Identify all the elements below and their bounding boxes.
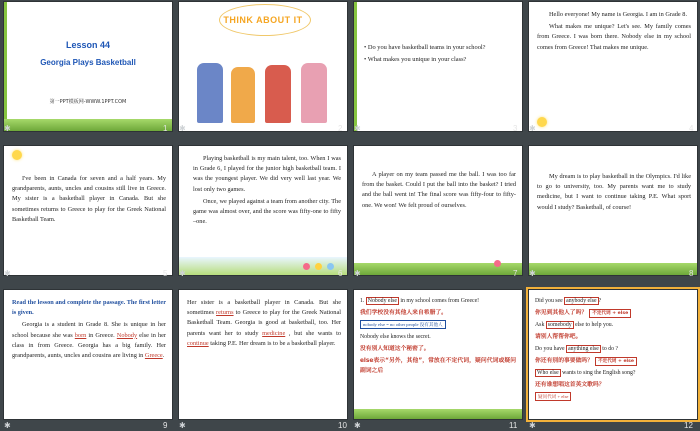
text-run: ? [598, 298, 602, 304]
translation: 请别人帮帮你吧。 [535, 334, 582, 340]
note-box: 不定代词 + else [589, 309, 631, 318]
slide-8[interactable] [528, 145, 698, 276]
transition-star-icon: ✱ [179, 124, 186, 133]
text-run: Georgia is a student in Grade 8. She is unique in her school because she was [12, 321, 166, 339]
paragraph: I've been in Canada for seven and a half years. My grandparents, aunts, uncles and cousins still live in Greece. My sister is a basketball player in Canada. But she sometimes returns to Greece to play for the Greek National Basketball Team. [12, 175, 166, 223]
slide-7[interactable] [353, 145, 523, 276]
answer-blank: born [74, 331, 87, 339]
transition-star-icon: ✱ [179, 269, 186, 278]
note-box: nobody else = no other people 没有其他人 [360, 320, 446, 329]
answer-blank: returns [216, 309, 234, 317]
paragraph: What makes me unique? Let's see. My family comes from Greece. I was born there. Nobody else in my school comes from Greece! That makes me unique. [537, 23, 691, 51]
child-image [197, 63, 223, 123]
slide-text [12, 174, 166, 227]
note-box: 不定代词 + else [595, 357, 637, 366]
answer-blank: continue [187, 339, 209, 347]
question-item: • What makes you unique in your class? [364, 56, 467, 63]
slide-text [12, 298, 166, 363]
transition-star-icon: ✱ [354, 421, 361, 430]
slide-5[interactable] [3, 145, 173, 276]
text-run: 你还有别的事要做吗？ [535, 358, 593, 364]
text-run: taking P.E. Her dream is to be a basketball player. [208, 339, 336, 347]
slide-number: 8 [689, 269, 694, 278]
highlight-box: Who else [537, 370, 559, 376]
slide-text [537, 172, 691, 215]
paragraph: A player on my team passed me the ball. I was too far from the basket. Could I put the ball into the basket? I tried and the ball went in! The final score was fifty-four to fifty-one. We won! We felt proud of ourselves. [362, 171, 516, 209]
child-image [231, 67, 255, 123]
question-item: • Do you have basketball teams in your school? [364, 44, 486, 51]
text-run: , but she wants to [285, 329, 341, 337]
slide-10[interactable] [178, 289, 348, 420]
transition-star-icon: ✱ [4, 269, 11, 278]
text-run: wants to sing the English song? [560, 370, 636, 376]
grass-decor [529, 263, 697, 275]
transition-star-icon: ✱ [529, 269, 536, 278]
instruction-text: Read the lesson and complete the passage. The first letter is given. [12, 299, 166, 317]
bulb-icon [537, 117, 547, 127]
slide-11[interactable] [353, 289, 523, 420]
example-sentence [535, 296, 691, 306]
slide-number: 5 [163, 269, 168, 278]
slide-text [187, 298, 341, 351]
highlight-box: anybody else [566, 298, 597, 304]
text-run: to Greece to play for the Greek National Basketball Team. Georgia is good at basketball, too. Her parents want her to study [187, 309, 341, 337]
think-heading: THINK ABOUT IT [223, 15, 303, 25]
transition-star-icon: ✱ [529, 421, 536, 430]
child-image [265, 65, 291, 123]
transition-star-icon: ✱ [4, 421, 11, 430]
text-run: Her sister is a basketball player in Canada. But she sometimes [187, 299, 341, 317]
example-sentence [535, 344, 691, 354]
text-run: 1. [360, 298, 366, 304]
slide-4[interactable] [528, 1, 698, 132]
text-run: in my school comes from Greece! [398, 298, 480, 304]
grammar-note: else表示“另外，其他”，常放在不定代词，疑问代词或疑问副词之后 [360, 358, 516, 374]
text-run: Ask [535, 322, 546, 328]
transition-star-icon: ✱ [354, 124, 361, 133]
answer-blank: medicine [262, 329, 286, 337]
slide-12[interactable] [528, 289, 698, 420]
child-image [301, 63, 327, 123]
footer-text: 第一PPT模板网-WWW.1PPT.COM [49, 99, 127, 105]
translation [535, 356, 691, 366]
transition-star-icon: ✱ [354, 269, 361, 278]
slide-text [535, 296, 691, 404]
slide-number: 10 [338, 421, 347, 430]
slide-2[interactable] [178, 1, 348, 132]
translation [535, 308, 691, 318]
slide-number: 4 [689, 124, 694, 133]
transition-star-icon: ✱ [179, 421, 186, 430]
grass-decor [354, 409, 522, 419]
highlight-box: somebody [547, 322, 572, 328]
slide-3[interactable] [353, 1, 523, 132]
slide-number: 7 [513, 269, 518, 278]
text-run: in Greece. [86, 331, 117, 339]
slide-9[interactable] [3, 289, 173, 420]
grass-decor [4, 119, 172, 131]
slide-number: 9 [163, 421, 168, 430]
slide-number: 12 [684, 421, 693, 430]
paragraph: Once, we played against a team from another city. The game was almost over, and the score was fifty-one to fifty –one. [193, 197, 341, 226]
slide-number: 6 [338, 269, 343, 278]
text-run: else to help you. [573, 322, 614, 328]
transition-star-icon: ✱ [529, 124, 536, 133]
flower-icon [303, 263, 310, 270]
slide-text [537, 10, 691, 55]
slide-text [360, 296, 516, 378]
text-run: to do ? [600, 346, 619, 352]
text-run: 你见到其他人了吗？ [535, 310, 588, 316]
slide-number: 3 [513, 124, 518, 133]
example-sentence [535, 368, 691, 378]
slide-number: 1 [163, 124, 168, 133]
answer-blank: Nobody [116, 331, 138, 339]
slide-text [362, 170, 516, 213]
paragraph: Playing basketball is my main talent, too. When I was in Grade 6, I played for the junior high basketball team. I was the youngest player. We did very well last year. We lost only two games. [193, 155, 341, 193]
paragraph [12, 320, 166, 361]
slide-number: 2 [338, 124, 343, 133]
translation: 还有谁想唱这首英文歌吗？ [535, 382, 605, 388]
note-box: 疑问代词 + else [535, 392, 571, 401]
answer-blank: Greece [144, 352, 163, 360]
text-run: else in her class in from Greece. Georgia has a big family. Her grandparents, aunts, uncles and cousins are living in [12, 331, 166, 360]
slide-6[interactable] [178, 145, 348, 276]
decor-bar [354, 2, 357, 131]
slide-text [193, 154, 341, 229]
paragraph: My dream is to play basketball in the Olympics. I'd like to go to university, too. My parents want me to study medicine, but I want to continue taking P.E. What sport would I study? Basketball, of course! [537, 173, 691, 211]
highlight-box: Nobody else [367, 298, 397, 304]
question-list [364, 42, 516, 66]
paragraph [187, 298, 341, 349]
flower-icon [494, 260, 501, 267]
transition-star-icon: ✱ [4, 124, 11, 133]
paragraph: Hello everyone! My name is Georgia. I am in Grade 8. [549, 11, 688, 18]
flower-icon [315, 263, 322, 270]
text-run: Do you have [535, 346, 567, 352]
lesson-subtitle: Georgia Plays Basketball [40, 58, 136, 67]
slide-number: 11 [509, 421, 518, 430]
translation: 我们学校没有其他人来自希腊了。 [360, 310, 447, 316]
highlight-box: anything else [568, 346, 599, 352]
text-run: Did you see [535, 298, 565, 304]
flower-icon [327, 263, 334, 270]
example-sentence: Nobody else knows the secret. [360, 334, 431, 340]
example-sentence [535, 320, 691, 330]
slide-1[interactable] [3, 1, 173, 132]
lesson-title: Lesson 44 [65, 40, 111, 50]
example-sentence [360, 296, 516, 306]
bulb-icon [12, 150, 22, 160]
text-run: . [162, 352, 165, 360]
translation: 没有别人知道这个秘密了。 [360, 346, 430, 352]
